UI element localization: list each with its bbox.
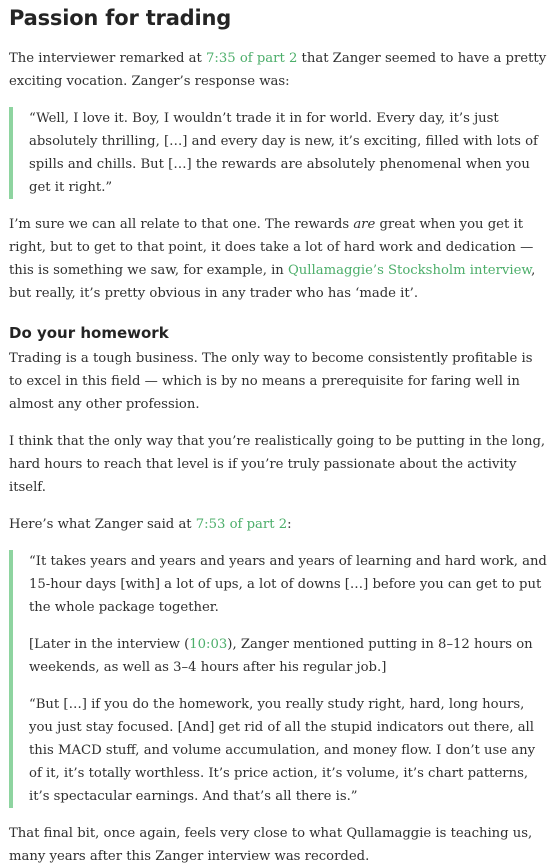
quote-text: “Well, I love it. Boy, I wouldn’t trade it in for world. Every day, it’s just absolutely thrilling, […] and every day is new, it’s exciting, filled with lots of spills and chills. But […] the rewards are absolutely phenomenal when you get it right.” — [29, 111, 538, 195]
text: that Zanger seemed to have a pretty exciting vocation. Zanger’s response was: — [9, 51, 547, 89]
quote-years-of-learning: “It takes years and years and years and years of learning and hard work, and 15-hour days [with] a lot of ups, a lot of downs […] before you can get to put the whole package together. — [29, 554, 547, 615]
stockholm-interview-link[interactable]: Qullamaggie’s Stocksholm interview — [288, 263, 532, 278]
emphasis: are — [353, 217, 376, 232]
text: The interviewer remarked at — [9, 51, 207, 66]
paragraph-tough-business: Trading is a tough business. The only way to become consistently profitable is to excel in this field — which is by no means a prerequisite for faring well in almost any other profession. — [9, 351, 533, 412]
paragraph-zanger-said — [9, 513, 547, 536]
quote-price-action: “But […] if you do the homework, you really study right, hard, long hours, you just stay focused. [And] get rid of all the stupid indicators out there, all this MACD stuff, and volume accumulation, and money flow. I don’t use any of it, it’s totally worthless. It’s price action, it’s volume, it’s chart patterns, it’s spectacular earnings. And that’s all there is.” — [29, 697, 536, 804]
paragraph-passionate: I think that the only way that you’re realistically going to be putting in the long, hard hours to reach that level is if you’re truly passionate about the activity itself. — [9, 434, 546, 495]
paragraph-rewards — [9, 213, 547, 305]
text: ), Zanger mentioned putting in 8–12 hours on weekends, as well as 3–4 hours after his regular job.] — [29, 637, 533, 675]
section-heading-homework: Do your homework — [9, 324, 169, 342]
timestamp-link-753[interactable]: 7:53 of part 2 — [195, 517, 288, 532]
paragraph-interviewer-remark — [9, 47, 547, 93]
timestamp-link-735[interactable]: 7:35 of part 2 — [206, 51, 298, 66]
text: great when you get it right, but to get to that point, it does take a lot of hard work and dedication — this is something we saw, for example, in — [9, 217, 534, 278]
section-heading-passion: Passion for trading — [9, 6, 232, 30]
text: [Later in the interview ( — [29, 637, 190, 652]
quote-homework — [9, 550, 547, 808]
text: , but really, it’s pretty obvious in any trader who has ‘made it’. — [9, 263, 536, 301]
article-body — [0, 5, 559, 868]
quote-later-note — [29, 633, 547, 679]
text: Here’s what Zanger said at — [9, 517, 196, 532]
paragraph-final-bit: That final bit, once again, feels very close to what Qullamaggie is teaching us, many years after this Zanger interview was recorded. — [9, 826, 533, 864]
quote-love-it — [9, 107, 547, 199]
text: I’m sure we can all relate to that one. The rewards — [9, 217, 354, 232]
timestamp-link-1003[interactable]: 10:03 — [189, 637, 228, 652]
text: : — [287, 517, 292, 532]
